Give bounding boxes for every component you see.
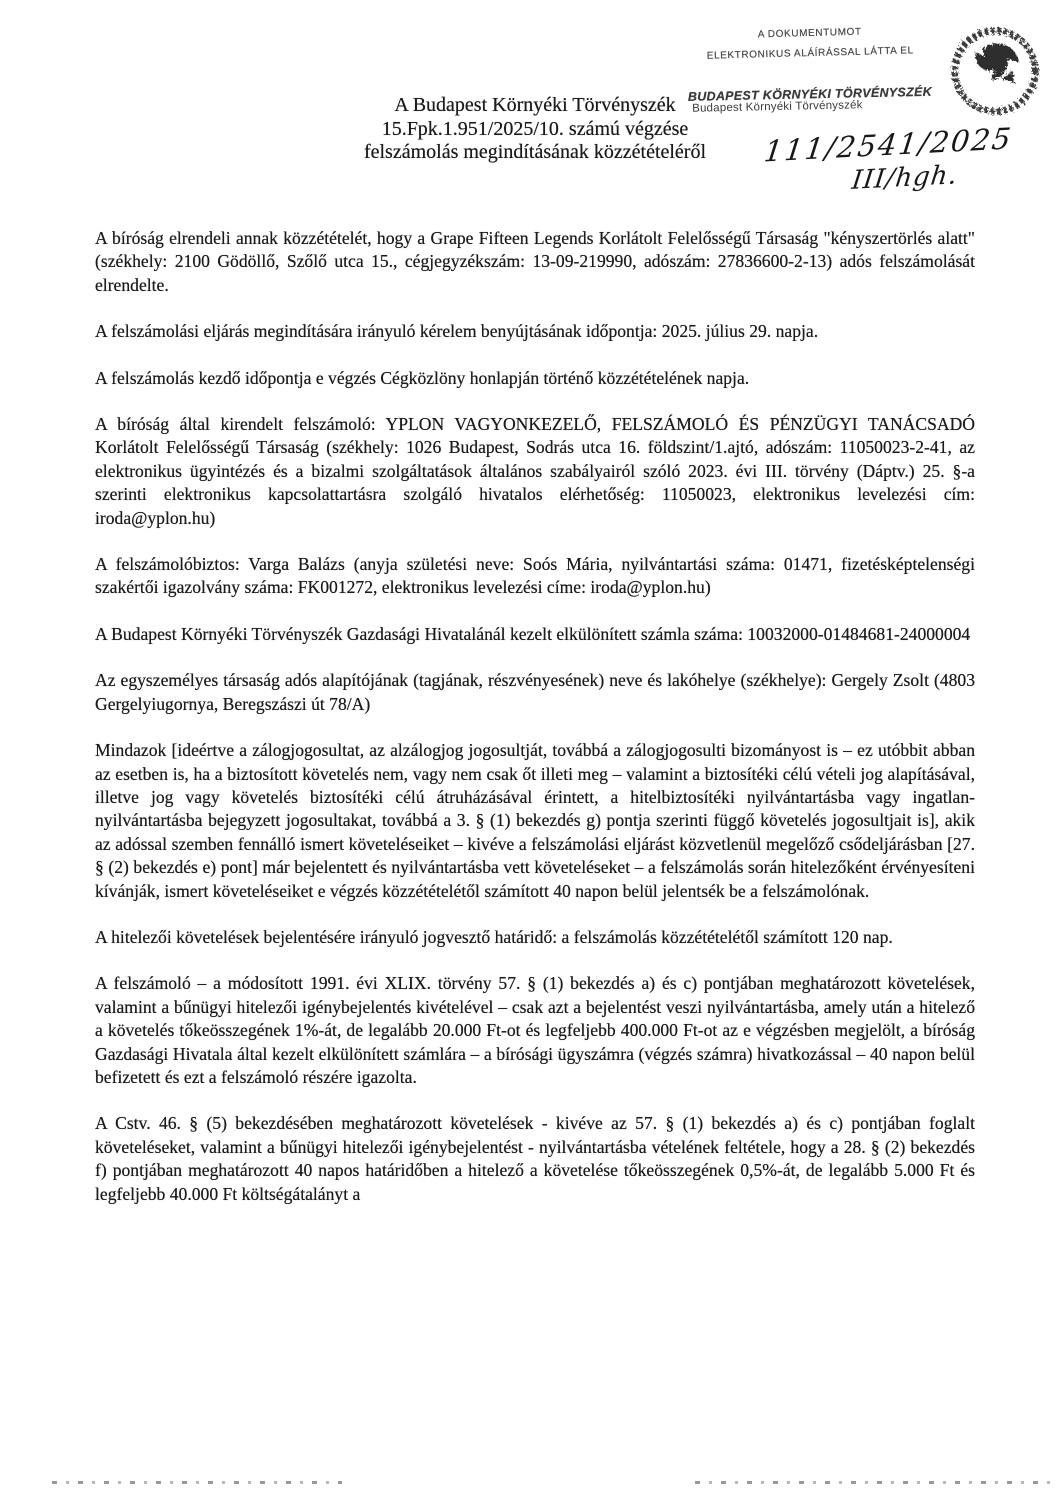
- title-court-name: A Budapest Környéki Törvényszék: [394, 94, 676, 116]
- esign-notice-line1: A DOKUMENTUMOT: [757, 26, 862, 41]
- paragraph-registration-fee: A felszámoló – a módosított 1991. évi XLIX. törvény 57. § (1) bekezdés a) és c) pontjában meghatározott követelések, valamint a bűnügyi hitelezői igénybejelentés kivételével – csak azt a bejelentést veszi nyilvántartásba, amely után a hitelező a követelés tőkeösszegének 1%-át, de legalább 20.000 Ft-ot és legfeljebb 400.000 Ft-ot az e végzésben megjelölt, a bíróság Gazdasági Hivatala által kezelt elkülönített számlára – a bírósági ügyszámra (végzés számra) hivatkozással – 40 napon belül befizetett és ezt a felszámoló részére igazolta.: [95, 973, 975, 1087]
- paragraph-liquidator: A bíróság által kirendelt felszámoló: YPLON VAGYONKEZELŐ, FELSZÁMOLÓ ÉS PÉNZÜGYI TANÁCSADÓ Korlátolt Felelősségű Társaság (székhely: 1026 Budapest, Sodrás utca 16. földszint/1.ajtó, adószám: 11050023-2-41, az elektronikus ügyintézés és a bizalmi szolgáltatások általános szabályairól szóló 2023. évi III. törvény (Dáptv.) 25. §-a szerinti elektronikus kapcsolattartásra szolgáló hivatalos elérhetőség: 11050023, elektronikus levelezési cím: iroda@yplon.hu): [95, 414, 975, 528]
- paragraph-creditor-claims: Mindazok [ideértve a zálogjogosultat, az alzálogjog jogosultját, továbbá a zálogjogosulti bizományost is – ez utóbbit abban az esetben is, ha a biztosított követelés nem, vagy nem csak őt illeti meg – valamint a biztosítéki célú vételi jog alapításával, illetve jog vagy követelés biztosítéki célú átruházásával érintett, a hitelbiztosítéki nyilvántartásba vagy ingatlan-nyilvántartásba bejegyzett jogosultakat, továbbá a 3. § (1) bekezdés g) pontja szerinti függő követelés jogosultjait is], akik az adóssal szemben fennálló ismert követeléseiket – kivéve a felszámolási eljárást közvetlenül megelőző csődeljárásban [27. § (2) bekezdés e) pont] már bejelentett és nyilvántartásba vett követeléseket – a felszámolás során hitelezőként érvényesíteni kívánják, ismert követeléseiket e végzés közzétételétől számított 40 napon belül jelentsék be a felszámolónak.: [95, 740, 975, 901]
- scan-cutoff-text-remnant-right: [695, 1481, 1051, 1484]
- document-title: [95, 94, 975, 165]
- scan-cutoff-text-remnant-left: [52, 1481, 342, 1484]
- paragraph-deadline: A hitelezői követelések bejelentésére irányuló jogvesztő határidő: a felszámolás közzétételétől számított 120 nap.: [95, 926, 893, 947]
- paragraph-account-number: A Budapest Környéki Törvényszék Gazdasági Hivatalánál kezelt elkülönített számla száma: 10032000-01484681-24000004: [95, 623, 971, 644]
- paragraph-ruling: A bíróság elrendeli annak közzétételét, hogy a Grape Fifteen Legends Korlátolt Felelősségű Társaság "kényszertörlés alatt" (székhely: 2100 Gödöllő, Szőlő utca 15., cégjegyzékszám: 13-09-219990, adószám: 27836600-2-13) adós felszámolását elrendelte.: [95, 228, 975, 295]
- paragraph-request-date: A felszámolási eljárás megindítására irányuló kérelem benyújtásának időpontja: 2025. július 29. napja.: [95, 321, 819, 342]
- court-stamp-caps: BUDAPEST KÖRNYÉKI TÖRVÉNYSZÉK: [687, 84, 933, 104]
- handwritten-number-line2: III/hgh.: [850, 160, 960, 196]
- paragraph-liquidation-commissioner: A felszámolóbiztos: Varga Balázs (anyja születési neve: Soós Mária, nyilvántartási száma: 01471, fizetésképtelenségi szakértői igazolvány száma: FK001272, elektronikus levelezési címe: iroda@yplon.hu): [95, 554, 975, 598]
- court-stamp-plain: Budapest Környéki Törvényszék: [692, 99, 863, 115]
- document-body: [95, 227, 975, 1229]
- esign-notice-line2: ELEKTRONIKUS ALÁÍRÁSSAL LÁTTA EL: [706, 45, 914, 62]
- paragraph-founder: Az egyszemélyes társaság adós alapítójának (tagjának, részvényesének) neve és lakóhelye (székhelye): Gergely Zsolt (4803 Gergelyiugornya, Beregszászi út 78/A): [95, 670, 975, 714]
- esign-notice: [660, 20, 961, 68]
- paragraph-cstv-conditions: A Cstv. 46. § (5) bekezdésében meghatározott követelések - kivéve az 57. § (1) bekezdés a) és c) pontjában foglalt követeléseket, valamint a bűnügyi hitelezői igénybejelentést - nyilvántartásba vételének feltétele, hogy a 28. § (2) bekezdés f) pontjában meghatározott 40 napos határidőben a hitelező a követelése tőkeösszegének 0,5%-át, de legalább 5.000 Ft és legfeljebb 40.000 Ft költségátalányt a: [95, 1113, 975, 1204]
- title-subject: felszámolás megindításának közzétételéről: [363, 141, 707, 163]
- handwritten-number-line1: 111/2541/2025: [762, 121, 1015, 169]
- paragraph-start-date: A felszámolás kezdő időpontja e végzés Cégközlöny honlapján történő közzétételének napja.: [95, 367, 750, 388]
- title-case-number: 15.Fpk.1.951/2025/10. számú végzése: [381, 117, 689, 140]
